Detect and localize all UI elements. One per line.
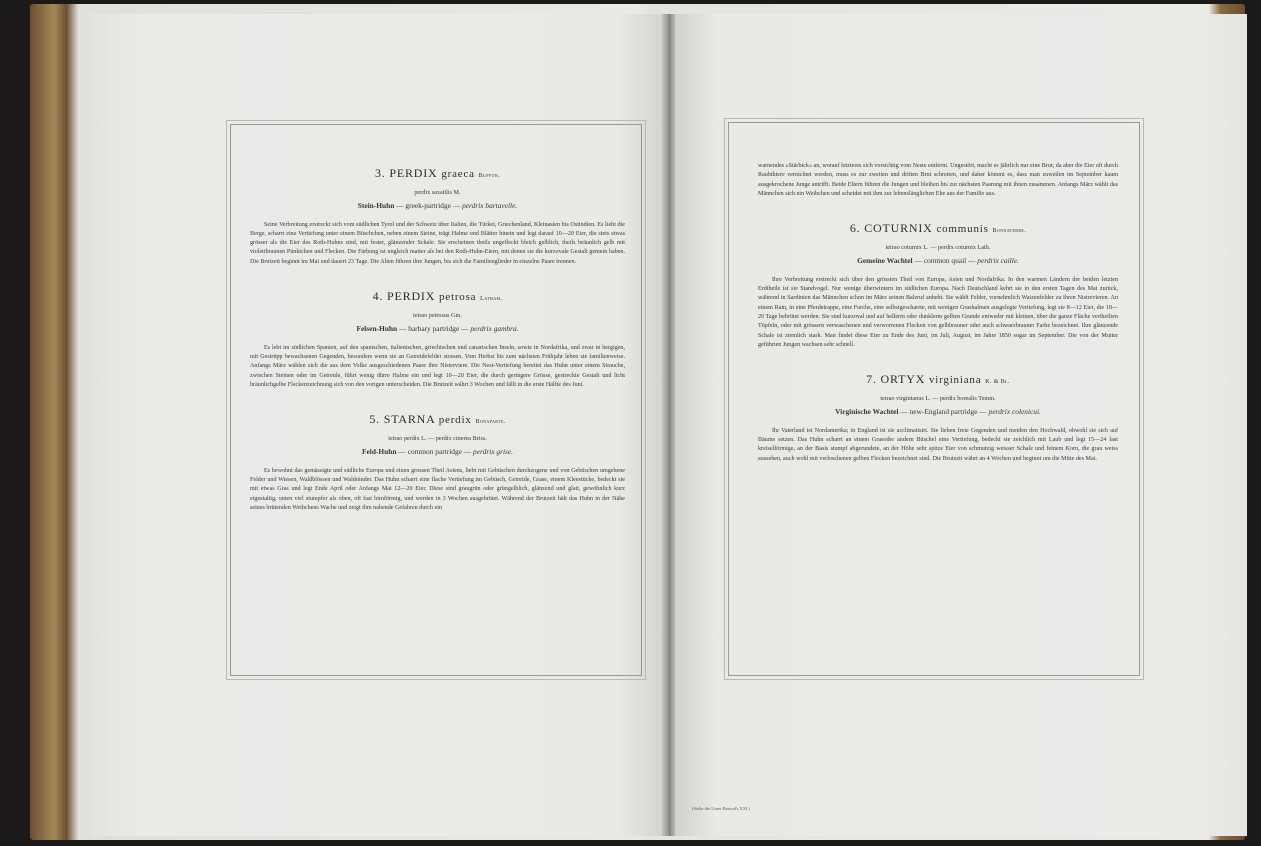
vernacular-names: Stein-Huhn — greek-partridge — perdrix bartavelle. (357, 201, 518, 211)
section-text: Seine Verbreitung erstreckt sich vom südlichen Tyrol und der Schweiz über Italien, die Türkei, Griechenland, Kleinasien bis Ostindien. Es liebt die Berge, scharrt eine Vertiefung unter einem Büschchen, neben einem Steine, trägt Halme und Blätter hinein und legt darauf 10—20 Eier, die stets etwas grösser als die Eier des Roth-Huhns sind, mit fester, glänzender Schale. Sie erscheinen theils ungefleckt bleich gelblich, theils bräunlich gelb mit violettbraunen Pünktchen und Flecken. Die Färbung ist ungleich matter als bei den Roth-Huhn-Eiern, mit denen sie die kurzovale Gestalt gemein haben. Die Brutzeit beginnt im Mai und dauert 23 Tage. Die Alten führen ihre Jungen, bis sich die Familienglieder in einzelne Paare trennen. (250, 221, 625, 265)
synonym: tetrao coturnix L. — perdix coturnix Lath. (885, 244, 991, 252)
right-page (675, 14, 1247, 836)
section-5 (250, 412, 625, 513)
species-heading: 5. STARNA perdix Bonaparte. (369, 412, 506, 427)
species-heading: 6. COTURNIX communis Bonnaterre. (849, 221, 1027, 236)
left-page (90, 14, 665, 836)
synonym: perdix saxatilis M. (414, 189, 461, 196)
species-heading: 7. ORTYX virginiana K. & Bl. (866, 372, 1010, 387)
section-text: Ihr Vaterland ist Nordamerika; in England ist sie acclimatisirt. Sie lieben freie Gegenden und meiden den Hochwald, obwohl sie sich auf Bäume setzen. Das Huhn scharrt an einem Grasoder andern Büschel eine Vertiefung, bedeckt sie zeichlich mit Laub und legt 15—24 fast kreiselförmige, an der Basis stumpf abgerundete, an der Höhe sehr spitze Eier von schmutzig weisser Schale und feinem Korn, die grau weiss aussehen, auch wohl mit verloschenen gelben Flecken bezeichnet sind. Die Brutzeit währt an 4 Wochen und beginnt um die Mitte des Mai. (758, 427, 1118, 462)
species-heading: 3. PERDIX graeca Buffon. (374, 166, 501, 180)
right-column (758, 162, 1118, 464)
synonym: tetrao virginianus L. — perdix borealis Temm. (880, 395, 996, 403)
species-heading: 4. PERDIX petrosa Latham. (372, 289, 503, 304)
section-text: Es bewohnt das gemässigte und südliche Europa und einen grossen Theil Asiens, liebt mit Gebüschen durchzogene und von Gebüschen umgebene Felder und Wiesen, Waldblössen und Waldränder. Das Huhn scharrt eine flache Vertiefung im Gebüsch, Getreide, Grase, einem Kleestücke, bedeckt sie mit etwas Gras und legt Ende April oder Anfangs Mai 12—20 Eier. Diese sind graugrün oder grüngelblich, glänzend und glatt, gewöhnlich kurz eigestaltig, unten viel stumpfer als oben, oft fast birnförmig, und werden in 3 Wochen ausgebrütet. Während der Brutzeit hält das Huhn in der Nähe seines brütenden Weibchens Wache und zeigt ihm nahende Gefahren durch ein (250, 467, 625, 511)
synonym: tetrao petrosus Gm. (413, 312, 462, 320)
section-6 (758, 221, 1118, 350)
book-spread (30, 4, 1245, 840)
section-4 (250, 289, 625, 390)
left-column (250, 166, 625, 513)
vernacular-names: Feld-Huhn — common partridge — perdrix grise. (361, 447, 514, 457)
footnote: (Siehe die Unter Baroud's XXI.) (692, 806, 751, 811)
vernacular-names: Virginische Wachtel — new-England partridge — perdrix colenicui. (835, 407, 1041, 417)
continued-text: warnendes »Stärbick« an, worauf letzteres sich vorsichtig vom Neste entfernt. Ungestört, macht es jährlich nur eine Brut; da aber die Eier oft durch Raubthiere vernichtet werden, muss es zur zweiten und dritten Brut schreiten, und daher kömmt es, dass man zuweilen im September kaum ausgekrochene Junge antrifft. Beide Eltern führen die Jungen und bleiben bis zur nächsten Paarung mit ihnen zusammen. Anfangs März wählt das Männchen sich ein Weibchen und scheidet mit ihm zur lebenslänglichen Ehe aus der Familie aus. (758, 163, 1118, 197)
section-text: Ihre Verbreitung erstreckt sich über den grössten Theil von Europa, Asien und Nordafrika. In den warmen Ländern der beiden letzten Erdtheile ist sie Standvogel. Nur wenige überwintern im südlichen Europa. Nach Deutschland kehrt sie in den ersten Tagen des Mai zurück, während in Sardinien das Männchen schon im März seinen Balzruf anhebt. Sie wählt Felder, vornehmlich Waizenfelder zu ihren Nistrevieren. An einem Rain, in eine Pferdetrappe, eine Furche, eine selbstgescharrte, mit wenigen Grashalmen ausgelegte Vertiefung, legt sie 8—12 Eier, die 18—20 Tage bebrütet werden. Sie sind kurzoval und auf hellerm oder dunklerm gelben Grunde entweder mit kleinen, über die ganze Fläche vertheilten Tüpfeln, oder mit grössern verwaschenen und verworrenen Flecken von gelbbrauner oder auch schwarzbrauner Farbe bezeichnet. Ihre glänzende Schale ist ziemlich stark. Man findet diese Eier zu Ende des Juni, im Juli, August, im Jahre 1850 sogar im September. Die von der Mutter geführten Jungen wachsen sehr schnell. (758, 276, 1118, 348)
vernacular-names: Gemeine Wachtel — common quail — perdrix caille. (857, 256, 1019, 266)
vernacular-names: Felsen-Huhn — barbary partridge — perdrix gambra. (356, 324, 519, 334)
synonym: tetrao perdix L. — perdix cinerea Briss. (388, 435, 487, 443)
section-3 (250, 166, 625, 267)
section-text: Es lebt im südlichen Spanien, auf den spanischen, italienischen, griechischen und canarischen Inseln, sowie in Nordafrika, und zwar in bergigen, mit Gestrüpp bewachsenen Gegenden, besonders wenn sie an Getreidefelder stossen. Vom Herbst bis zum nächsten Frühjahr leben sie familienweise. Anfangs März wählen sich die aus dem Volke ausgeschiedenen Paare ihre Nistreviere. Die Nest-Vertiefung bereitet das Huhn unter einem Strauche, zwischen Steinen oder im Getreide, führt wenig dürre Halme ein und legt 10—20 Eier, die durch geringere Grösse, gestreckte Gestalt und licht bräunlichgelbe Fleckenzeichnung sich von den vorigen unterscheiden. Die Brutzeit währt 3 Wochen und fällt in die erste Hälfte des Juni. (250, 344, 625, 388)
section-7 (758, 372, 1118, 464)
